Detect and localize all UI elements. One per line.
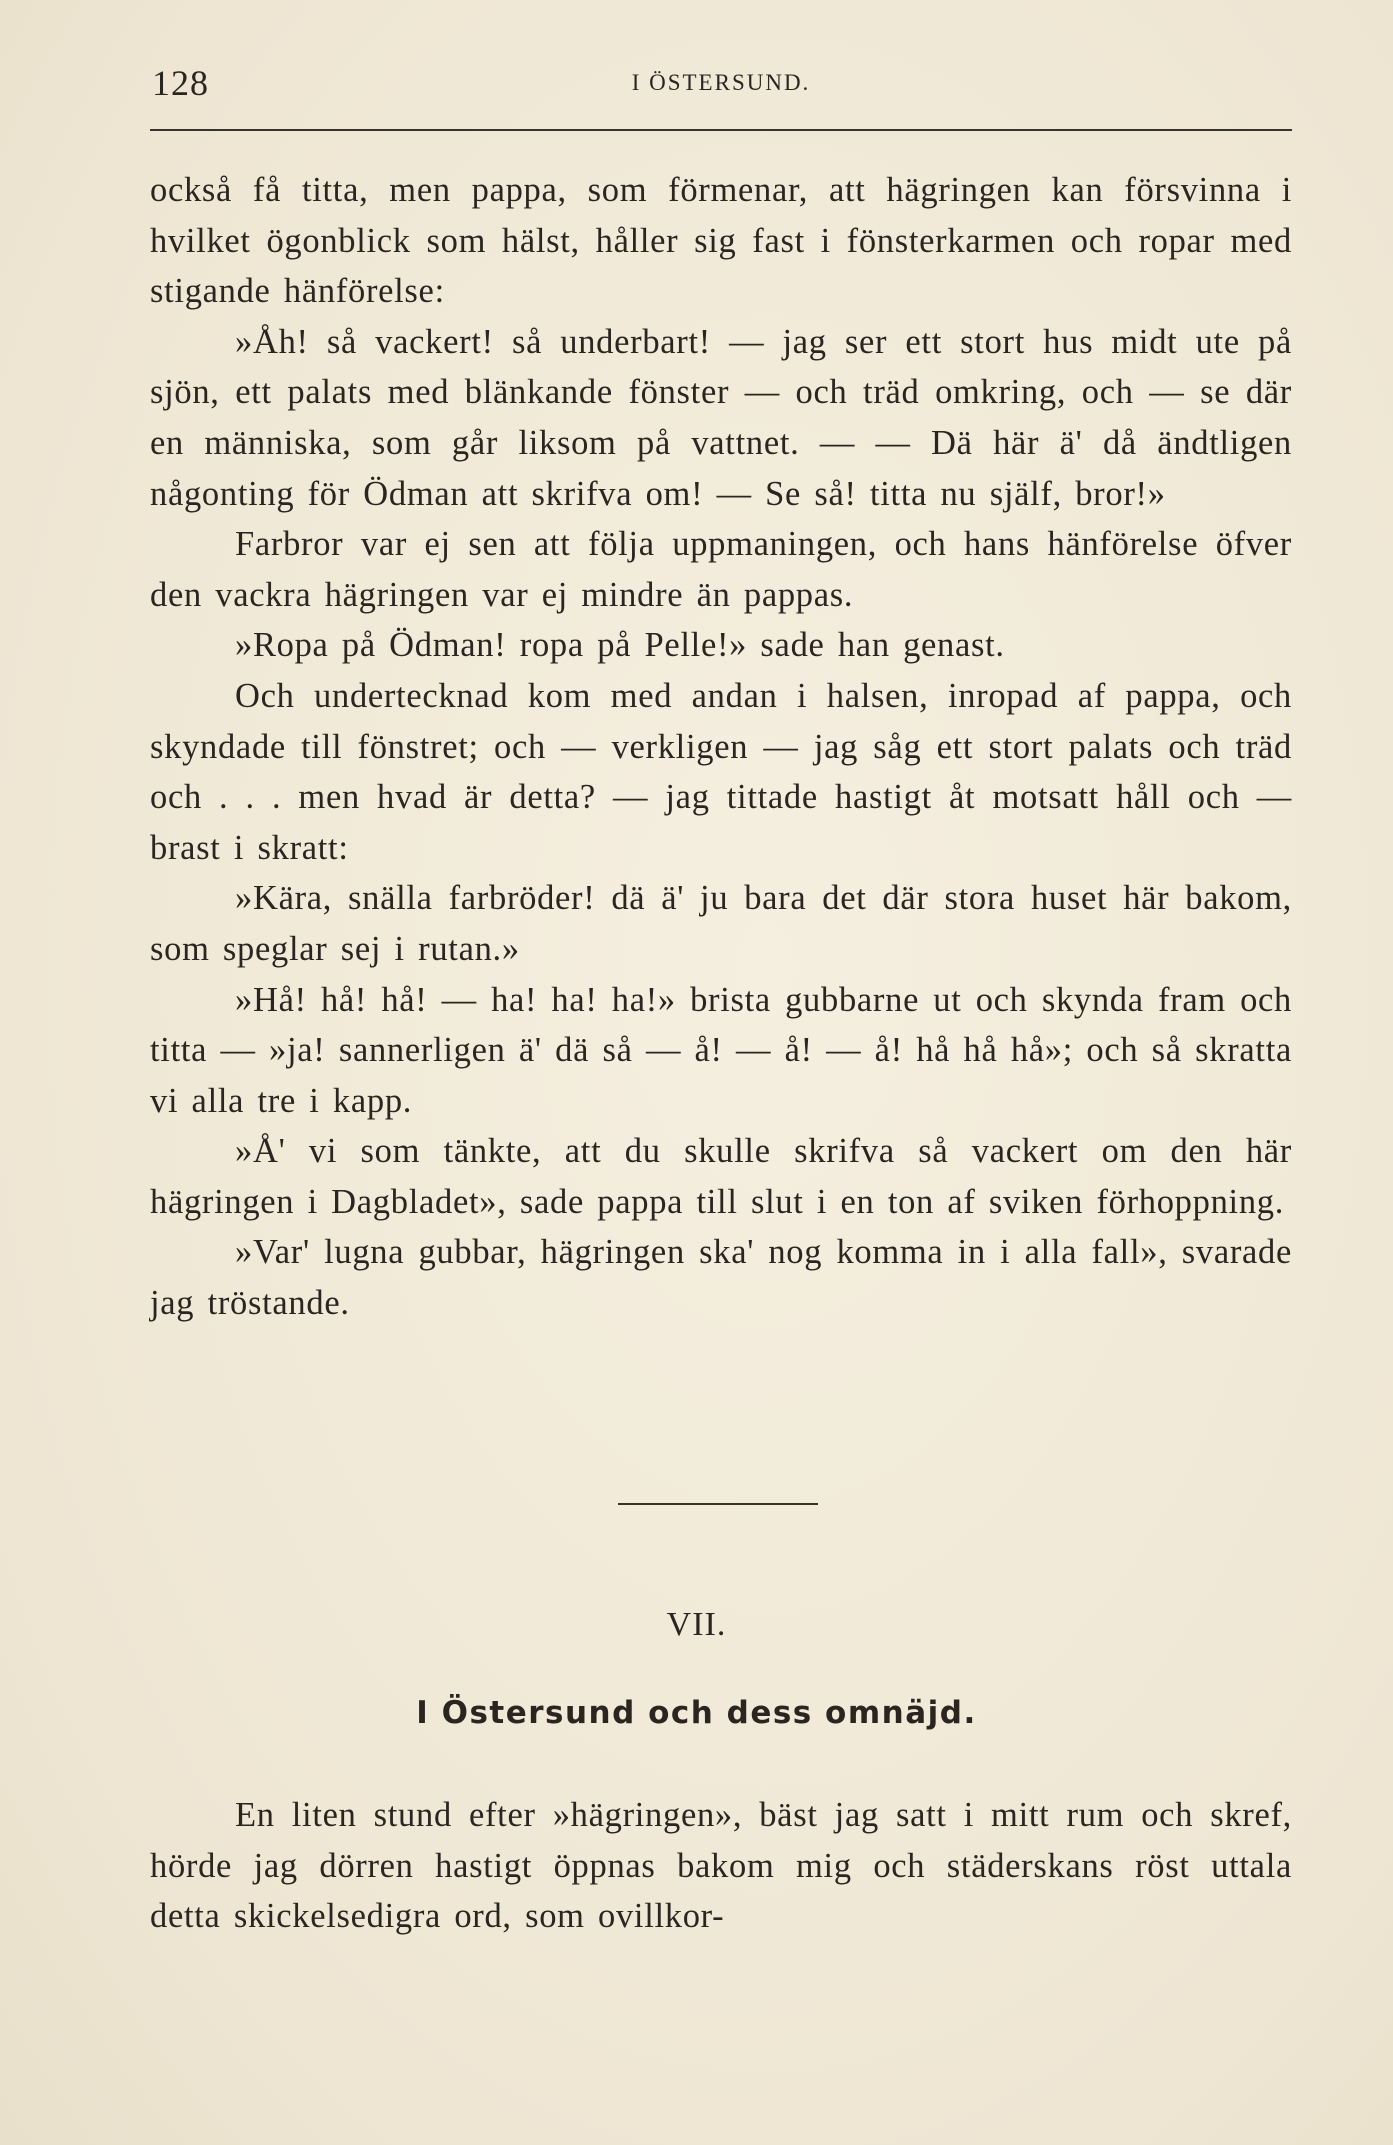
paragraph: Farbror var ej sen att följa uppmaningen, och hans hänförelse öfver den vackra hägringen var ej mindre än pappas.	[150, 525, 1292, 614]
paragraph: »Åh! så vackert! så underbart! — jag ser ett stort hus midt ute på sjön, ett palats med blänkande fönster — och träd omkring, och — se där en människa, som går liksom på vattnet. — — Dä här ä' då ändtligen någonting för Ödman att skrifva om! — Se så! titta nu själf, bror!»	[150, 322, 1292, 513]
section-divider	[618, 1503, 818, 1505]
paragraph: En liten stund efter »hägringen», bäst jag satt i mitt rum och skref, hörde jag dörren hastigt öppnas bakom mig och städerskans röst uttala detta skickelsedigra ord, som ovillkor-	[150, 1796, 1292, 1936]
chapter-title: I Östersund och dess omnäjd.	[416, 1695, 977, 1731]
body-text-bottom	[150, 1790, 1292, 1942]
paragraph: »Var' lugna gubbar, hägringen ska' nog komma in i alla fall», svarade jag tröstande.	[150, 1233, 1292, 1323]
body-text-top	[150, 165, 1292, 1329]
chapter-number: VII.	[666, 1606, 727, 1643]
running-head: I ÖSTERSUND.	[631, 70, 811, 95]
paragraph: Och undertecknad kom med andan i halsen, inropad af pappa, och skyndade till fönstret; och — verkligen — jag såg ett stort palats och träd och . . . men hvad är detta? — jag tittade hastigt åt motsatt håll och — brast i skratt:	[150, 676, 1292, 867]
header-rule	[150, 129, 1292, 131]
paragraph: »Hå! hå! hå! — ha! ha! ha!» brista gubbarne ut och skynda fram och titta — »ja! sannerligen ä' dä så — å! — å! — å! hå hå hå»; och så skratta vi alla tre i kapp.	[150, 980, 1292, 1120]
paragraph: »Å' vi som tänkte, att du skulle skrifva så vackert om den här hägringen i Dagbladet», sade pappa till slut i en ton af sviken förhoppning.	[150, 1132, 1292, 1221]
paragraph: »Kära, snälla farbröder! dä ä' ju bara det där stora huset här bakom, som speglar sej i rutan.»	[150, 879, 1292, 968]
page-header	[150, 62, 1292, 102]
page-number: 128	[152, 63, 209, 103]
paragraph: också få titta, men pappa, som förmenar, att hägringen kan försvinna i hvilket ögonblick som hälst, håller sig fast i fönsterkarmen och ropar med stigande hänförelse:	[150, 171, 1292, 311]
paragraph: »Ropa på Ödman! ropa på Pelle!» sade han genast.	[235, 626, 1005, 665]
